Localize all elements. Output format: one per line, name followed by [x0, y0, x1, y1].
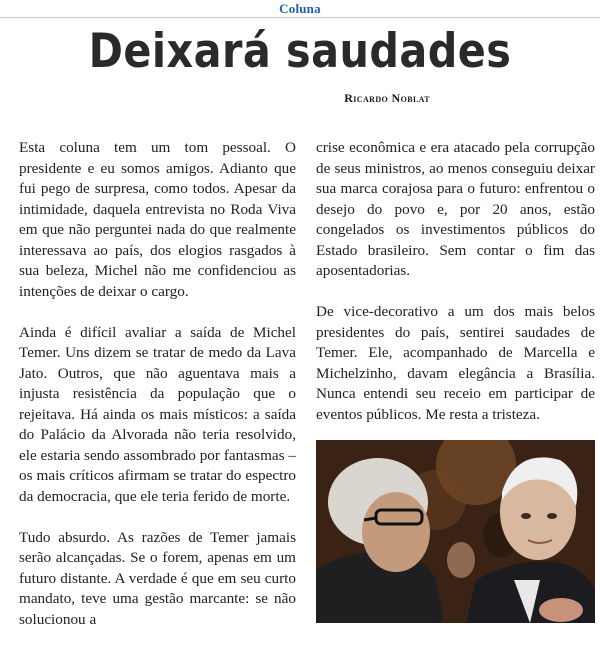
author-byline: Ricardo Noblat [344, 91, 430, 105]
section-label: Coluna [279, 1, 321, 16]
header-divider [0, 17, 600, 18]
right-column [316, 138, 595, 446]
byline-wrapper [0, 91, 590, 106]
headline: Deixará saudades [88, 24, 512, 79]
paragraph: De vice-decorativo a um dos mais belos presidentes do país, sentirei saudades de Temer. Ele, acompanhado de Marcella e Michelzinho, davam elegância a Brasília. Nunca entendi seu receio em participar de eventos públicos. Me resta a tristeza. [316, 303, 595, 423]
photo-illustration [316, 440, 595, 623]
paragraph: Ainda é difícil avaliar a saída de Michel Temer. Uns dizem se tratar de medo da Lava Jato. Outros, que não aguentava mais a injusta resistência da população que o rejeitava. Há ainda os mais místicos: a saída do Palácio da Alvorada não teria resolvido, ele estaria sendo assombrado por fantasmas – os mais críticos afirmam se tratar do espectro da democracia, que ele teria ferido de morte. [19, 323, 296, 505]
paragraph: Tudo absurdo. As razões de Temer jamais serão alcançadas. Se o forem, apenas em um futuro distante. A verdade é que em seu curto mandato, teve uma gestão marcante: se não solucionou a [19, 528, 296, 628]
paragraph: Esta coluna tem um tom pessoal. O presidente e eu somos amigos. Adianto que fui pego de surpresa, como todos. Apesar da intimidade, daquela entrevista no Roda Viva em que não perguntei nada do que realmente interessava ao país, dos elogios rasgados à sua beleza, Michel não me confidenciou as intenções de deixar o cargo. [19, 139, 296, 300]
left-column [19, 138, 296, 651]
article-photo [316, 440, 595, 623]
paragraph: crise econômica e era atacado pela corrupção de seus ministros, ao menos conseguiu deixar sua marca corajosa para o futuro: enfrentou o desejo do povo e, por 20 anos, estão congelados os investimentos públicos do Estado brasileiro. Sem contar o fim das aposentadorias. [316, 139, 595, 279]
